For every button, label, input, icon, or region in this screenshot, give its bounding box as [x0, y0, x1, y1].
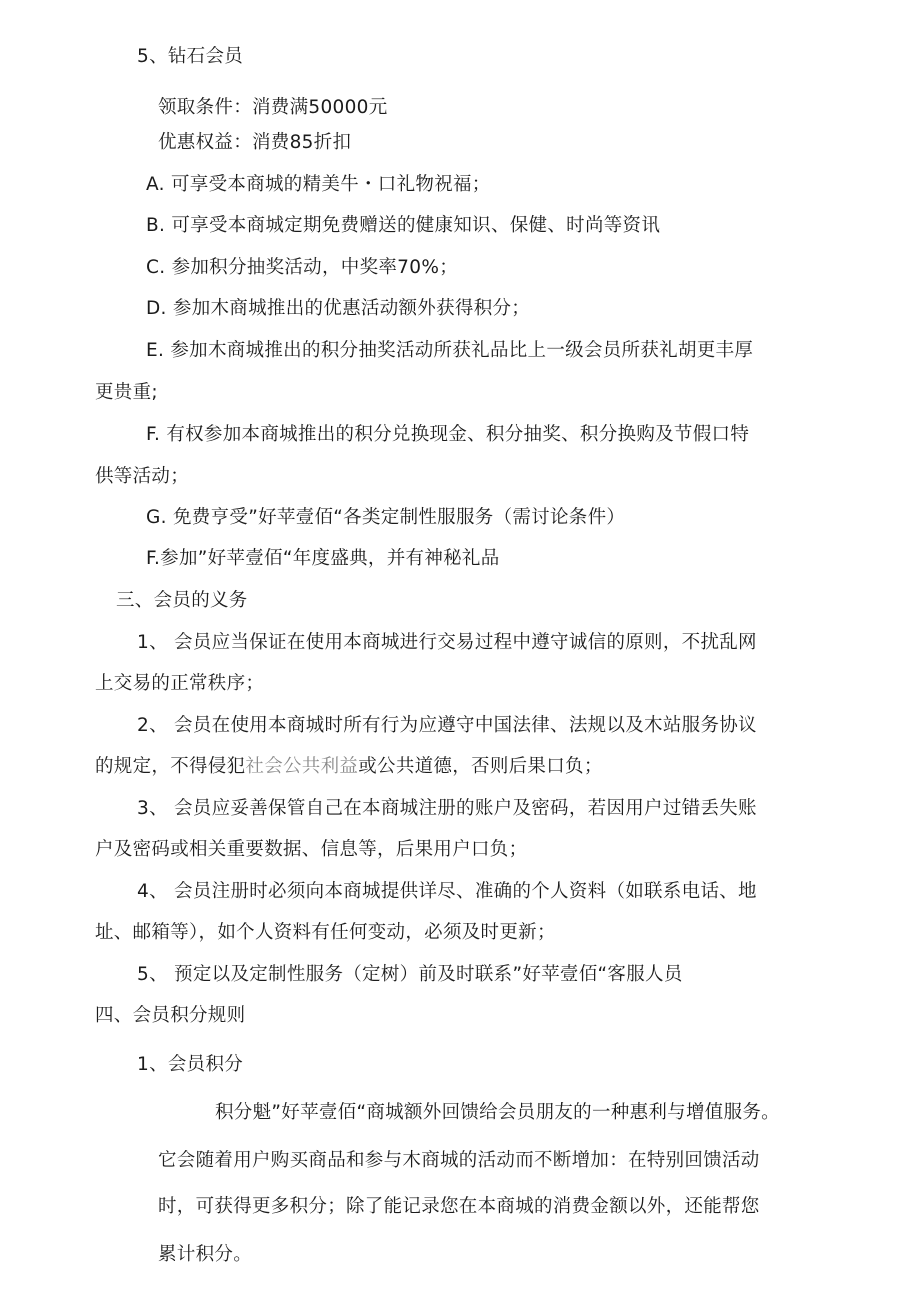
duty-4-cont: 址、邮箱等），如个人资料有任何变动，必须及时更新；	[95, 922, 556, 943]
benefit-item-e-cont: 更贵重;	[95, 382, 158, 403]
benefit-item-a: A. 可享受本商城的精美牛・口礼物祝福；	[146, 174, 491, 195]
points-paragraph-line-3: 时，可获得更多积分；除了能记录您在本商城的消费金额以外，还能帮您	[158, 1196, 760, 1217]
benefit-item-f2: F.参加”好苹壹佰“年度盛典，并有神秘礼品	[146, 548, 500, 569]
benefit-item-f: F. 有权参加本商城推出的积分兑换现金、积分抽奖、积分换购及节假口特	[146, 424, 750, 445]
claim-condition: 领取条件：消费满50000元	[158, 97, 388, 118]
section-heading-points: 四、会员积分规则	[95, 1005, 246, 1026]
duty-2-text-post: 或公共道德，否则后果口负；	[358, 756, 603, 777]
points-subheading: 1、会员积分	[137, 1054, 244, 1075]
duty-1: 1、 会员应当保证在使用本商城进行交易过程中遵守诚信的原则，不扰乱网	[137, 632, 757, 653]
benefit-item-f-cont: 供等活动；	[95, 466, 190, 487]
benefit-item-g: G. 免费亨受”好苹壹佰“各类定制性服服务（需讨论条件）	[146, 507, 626, 528]
duty-5: 5、 预定以及定制性服务（定树）前及时联系”好苹壹佰“客服人员	[137, 964, 683, 985]
duty-1-cont: 上交易的正常秩序；	[95, 673, 265, 694]
section-heading-duties: 三、会员的义务	[116, 590, 248, 611]
duty-2-cont	[95, 755, 603, 779]
points-paragraph-line-2: 它会随着用户购买商品和参与木商城的活动而不断增加：在特别回馈活动	[158, 1150, 760, 1171]
duty-3-cont: 户及密码或相关重要数据、信息等，后果用户口负；	[95, 839, 528, 860]
public-interest-link[interactable]: 社会公共利益	[245, 756, 359, 777]
duty-2: 2、 会员在使用本商城时所有行为应遵守中国法律、法规以及木站服务协议	[137, 715, 757, 736]
duty-4: 4、 会员注册时必须向本商城提供详尽、准确的个人资料（如联系电话、地	[137, 881, 757, 902]
duty-2-text-pre: 的规定，不得侵犯	[95, 756, 246, 777]
points-paragraph-line-1: 积分魁”好苹壹佰“商城额外回馈给会员朋友的一种惠利与增值服务。	[215, 1102, 780, 1123]
discount-benefit: 优惠权益：消费85折扣	[158, 132, 352, 153]
duty-3: 3、 会员应妥善保管自己在本商城注册的账户及密码，若因用户过错丢失账	[137, 798, 757, 819]
benefit-item-c: C. 参加积分抽奖活动，中奖率70%；	[146, 257, 458, 278]
section-heading-diamond: 5、钻石会员	[137, 46, 244, 67]
points-paragraph-line-4: 累计积分。	[158, 1244, 253, 1265]
benefit-item-b: B. 可享受本商城定期免费赠送的健康知识、保健、时尚等资讯	[146, 215, 661, 236]
benefit-item-d: D. 参加木商城推出的优惠活动额外获得积分；	[146, 298, 531, 319]
benefit-item-e: E. 参加木商城推出的积分抽奖活动所获礼品比上一级会员所获礼胡更丰厚	[146, 340, 754, 361]
